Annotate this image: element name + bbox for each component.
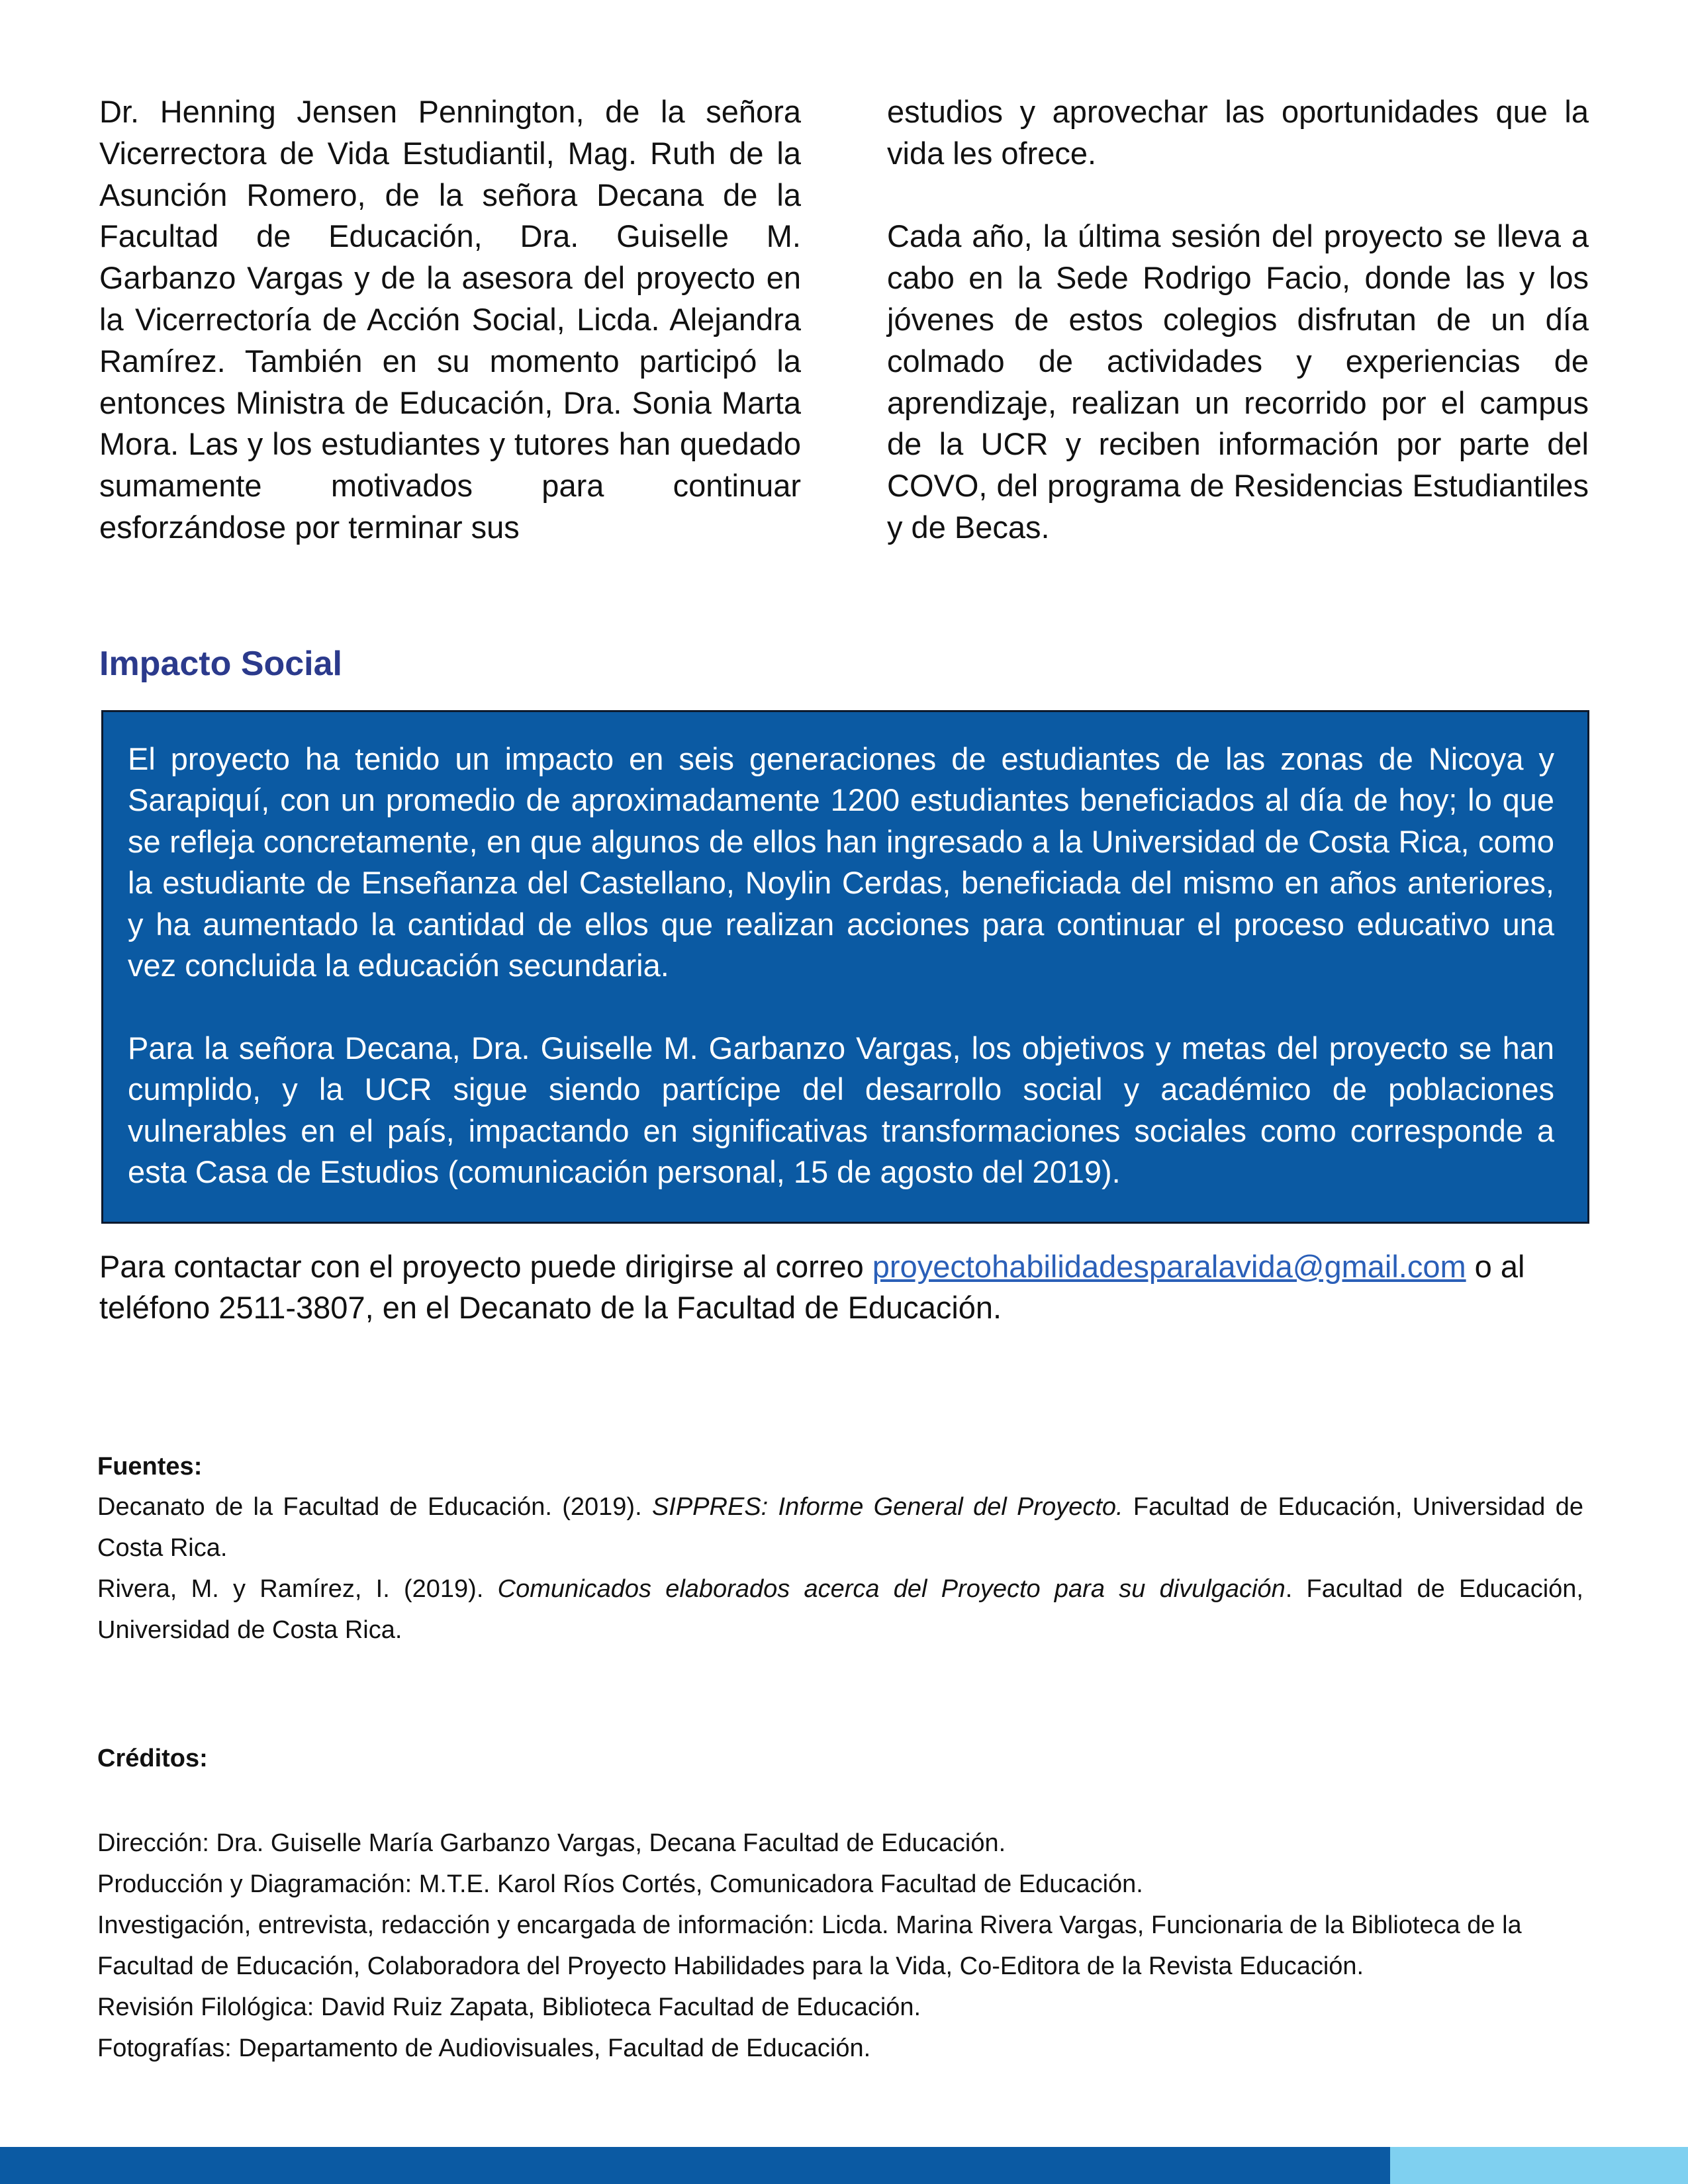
impact-heading: Impacto Social — [99, 645, 342, 683]
credit-line: Investigación, entrevista, redacción y encargada de información: Licda. Marina Rivera Vargas, Funcionaria de la Biblioteca de la Facultad de Educación, Colaboradora del Proyecto Habilidades para la Vida, Co-Editora de la Revista Educación. — [97, 1911, 1522, 1980]
impact-paragraph-2: Para la señora Decana, Dra. Guiselle M. Garbanzo Vargas, los objetivos y metas del proyecto se han cumplido, y la UCR sigue siendo partícipe del desarrollo social y académico de poblaciones vulnerables en el país, impactando en significativas transformaciones sociales como corresponde a esta Casa de Estudios (comunicación personal, 15 de agosto del 2019). — [128, 1030, 1554, 1190]
intro-right-paragraph-1: estudios y aprovechar las oportunidades que la vida les ofrece. — [887, 94, 1589, 171]
source-title: SIPPRES: Informe General del Proyecto. — [651, 1493, 1123, 1521]
source-authors: Rivera, M. y Ramírez, I. (2019). — [97, 1575, 498, 1603]
impact-callout-box — [101, 710, 1589, 1224]
contact-suffix: o al teléfono 2511-3807, en el Decanato de la Facultad de Educación. — [99, 1249, 1525, 1326]
credit-line: Producción y Diagramación: M.T.E. Karol Ríos Cortés, Comunicadora Facultad de Educación. — [97, 1870, 1143, 1898]
credit-line: Fotografías: Departamento de Audiovisuales, Facultad de Educación. — [97, 2034, 871, 2062]
contact-prefix: Para contactar con el proyecto puede dirigirse al correo — [99, 1249, 872, 1284]
contact-email-link[interactable]: proyectohabilidadesparalavida@gmail.com — [872, 1249, 1466, 1284]
sources-list — [97, 1486, 1583, 1651]
source-item — [97, 1569, 1583, 1651]
credit-line: Revisión Filológica: David Ruiz Zapata, Biblioteca Facultad de Educación. — [97, 1993, 921, 2021]
contact-paragraph — [99, 1246, 1590, 1329]
credit-line: Dirección: Dra. Guiselle María Garbanzo Vargas, Decana Facultad de Educación. — [97, 1829, 1006, 1857]
source-authors: Decanato de la Facultad de Educación. (2019). — [97, 1493, 652, 1521]
impact-paragraph-1: El proyecto ha tenido un impacto en seis generaciones de estudiantes de las zonas de Nicoya y Sarapiquí, con un promedio de aproximadamente 1200 estudiantes beneficiados al día de hoy; lo que se refleja concretamente, en que algunos de ellos han ingresado a la Universidad de Costa Rica, como la estudiante de Enseñanza del Castellano, Noylin Cerdas, beneficiada del mismo en años anteriores, y ha aumentado la cantidad de ellos que realizan acciones para continuar el proceso educativo una vez concluida la educación secundaria. — [128, 741, 1554, 983]
source-item — [97, 1486, 1583, 1569]
source-publisher: Facultad de Educación, Universidad de Costa Rica. — [97, 1493, 1583, 1562]
intro-right-column — [887, 91, 1589, 549]
sources-heading: Fuentes: — [97, 1453, 203, 1480]
intro-left-column — [99, 91, 801, 549]
intro-right-paragraph-2: Cada año, la última sesión del proyecto se lleva a cabo en la Sede Rodrigo Facio, donde las y los jóvenes de estos colegios disfrutan de un día colmado de actividades y experiencias de aprendizaje, realizan un recorrido por el campus de la UCR y reciben información por parte del COVO, del programa de Residencias Estudiantiles y de Becas. — [887, 218, 1589, 545]
credits-heading: Créditos: — [97, 1745, 208, 1772]
intro-left-paragraph: Dr. Henning Jensen Pennington, de la señora Vicerrectora de Vida Estudiantil, Mag. Ruth de la Asunción Romero, de la señora Decana de la Facultad de Educación, Dra. Guiselle M. Garbanzo Vargas y de la asesora del proyecto en la Vicerrectoría de Acción Social, Licda. Alejandra Ramírez. También en su momento participó la entonces Ministra de Educación, Dra. Sonia Marta Mora. Las y los estudiantes y tutores han quedado sumamente motivados para continuar esforzándose por terminar sus — [99, 94, 801, 545]
footer-accent-bar — [1390, 2147, 1688, 2184]
credits-list — [97, 1823, 1583, 2069]
source-title: Comunicados elaborados acerca del Proyecto para su divulgación — [497, 1575, 1286, 1603]
source-publisher: . Facultad de Educación, Universidad de Costa Rica. — [97, 1575, 1583, 1644]
